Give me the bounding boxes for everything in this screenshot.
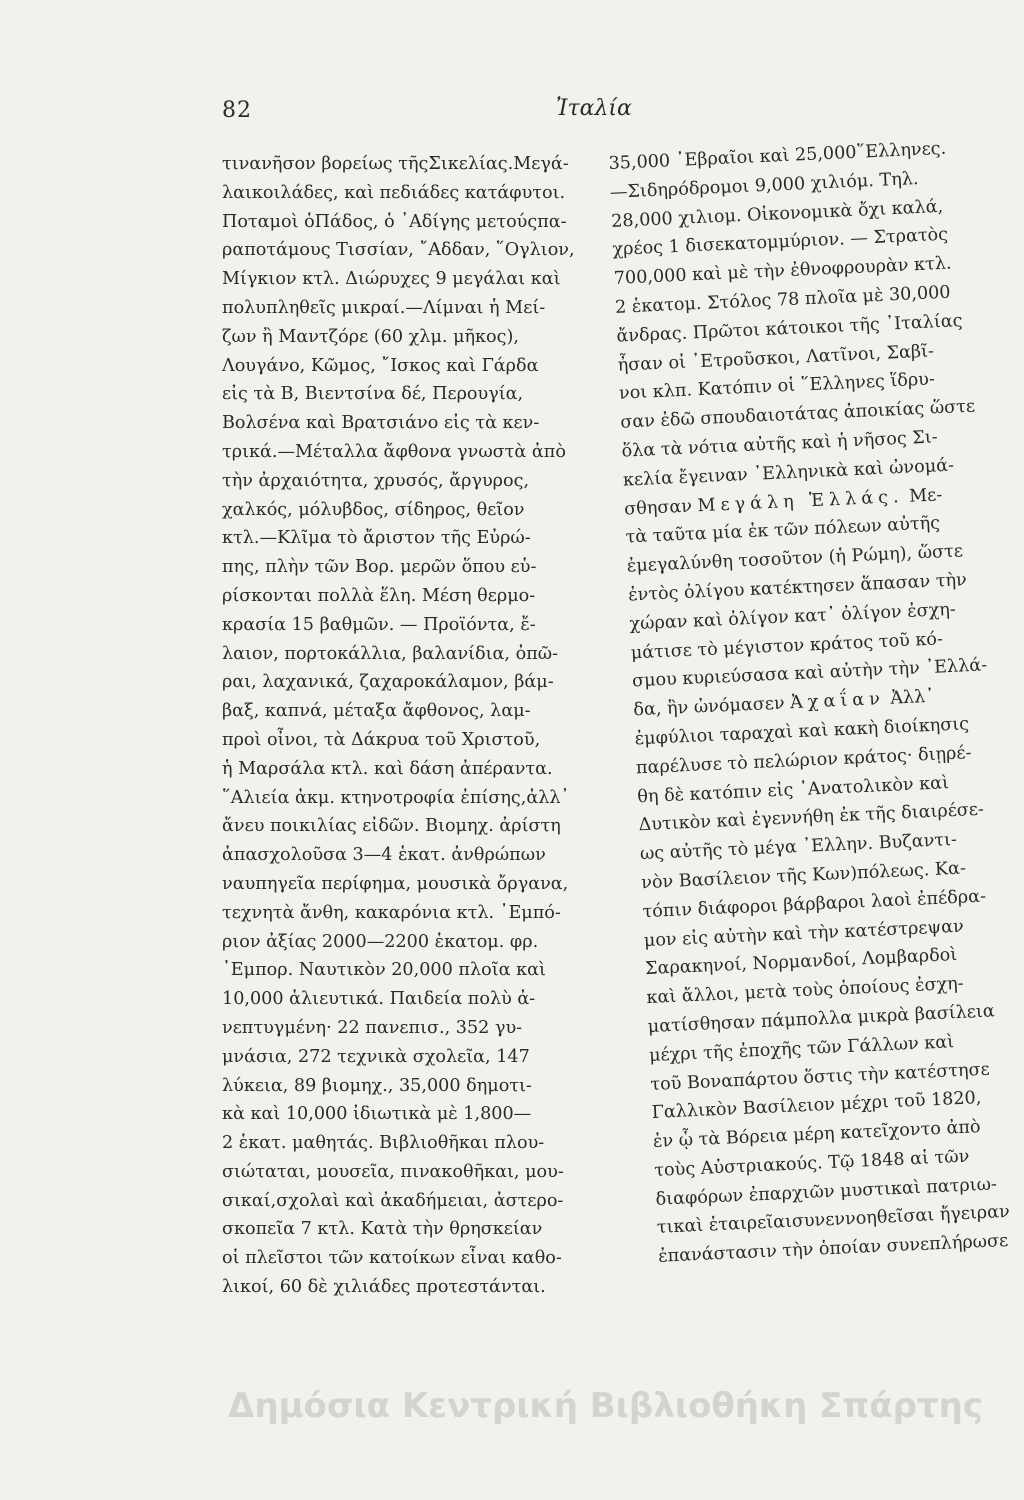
text-line: πολυπληθεῖς μικραί.—Λίμναι ἡ Μεί- [222,297,546,318]
text-line: τεχνητὰ ἄνθη, κακαρόνια κτλ. ᾽Εμπό- [222,902,561,923]
text-line: τικαὶ ἑταιρεῖαισυνεννοηθεῖσαι ἤγειραν [656,1202,1011,1239]
right-text-column [608,134,1019,1272]
text-line: μνάσια, 272 τεχνικὰ σχολεῖα, 147 [222,1046,530,1067]
text-line: καὶ ἄλλοι, μετὰ τοὺς ὁποίους ἐσχη- [646,973,965,1009]
text-line: σικαί,σχολαὶ καὶ ἀκαδήμειαι, ἀστερο- [222,1190,564,1211]
text-line: τὴν ἀρχαιότητα, χρυσός, ἄργυρος, [222,470,530,491]
text-line: ῞Αλιεία ἀκμ. κτηνοτροφία ἐπίσης,ἀλλ᾽ [222,787,570,808]
text-line: ναυπηγεῖα περίφημα, μουσικὰ ὄργανα, [222,873,569,894]
text-line: 700,000 καὶ μὲ τὴν ἐθνοφρουρὰν κτλ. [613,253,952,290]
text-line: ως αὐτῆς τὸ μέγα ᾽Ελλην. Βυζαντι- [639,830,958,865]
text-line: ἐμφύλιοι ταραχαὶ καὶ κακὴ διοίκησις [634,714,970,750]
text-line: κρασία 15 βαθμῶν. — Προϊόντα, ἔ- [222,614,536,635]
text-line: νὸν Βασίλειον τῆς Κων)πόλεως. Κα- [640,858,967,894]
text-line: ᾽Εμπορ. Ναυτικὸν 20,000 πλοῖα καὶ [222,960,546,981]
text-line: χαλκός, μόλυβδος, σίδηρος, θεῖον [222,499,525,520]
text-fragment: δα, ἣν ὠνόμασεν [633,693,786,721]
text-line: 35,000 ᾽Εβραῖοι καὶ 25,000῞Ελληνες. [608,138,947,174]
text-line: θη δὲ κατόπιν εἰς ᾽Ανατολικὸν καὶ [636,772,950,807]
text-line: κὰ καὶ 10,000 ἰδιωτικὰ μὲ 1,800— [222,1104,532,1125]
text-line: λύκεια, 89 βιομηχ., 35,000 δημοτι- [222,1075,532,1096]
text-line: ἐν ᾧ τὰ Βόρεια μέρη κατεῖχοντο ἀπὸ [652,1117,981,1153]
text-line: τοῦ Βοναπάρτου ὅστις τὴν κατέστησε [649,1059,991,1095]
text-line: μάτισε τὸ μέγιστον κράτος τοῦ κό- [630,628,944,664]
spaced-heading: Μεγάλη Ἑλλάς. [697,486,905,516]
text-line: κελία ἔγειναν ᾽Ελληνικὰ καὶ ὠνομά- [622,455,955,491]
text-line: Δυτικὸν καὶ ἐγεννήθη ἐκ τῆς διαιρέσε- [638,799,985,836]
text-line: Σαρακηνοί, Νορμανδοί, Λομβαρδοὶ [644,945,958,980]
text-line: βαξ, καπνά, μέταξα ἄφθονος, λαμ- [222,701,531,722]
text-line: 2 ἑκατ. μαθητάς. Βιβλιοθῆκαι πλου- [222,1133,545,1154]
text-fragment: Ἀλλ᾽ [889,686,935,709]
text-line: ἐπανάστασιν τὴν ὁποίαν συνεπλήρωσε [657,1231,1009,1268]
text-line: ἄνευ ποικιλίας εἰδῶν. Βιομηχ. ἀρίστη [222,816,561,837]
text-line: τόπιν διάφοροι βάρβαροι λαοὶ ἐπέδρα- [642,886,987,922]
text-line: Λουγάνο, Κῶμος, ῎Ισκος καὶ Γάρδα [222,355,539,376]
text-line: εἰς τὰ Β, Βιεντσίνα δέ, Περουγία, [222,384,524,405]
text-line: σαν ἐδῶ σπουδαιοτάτας ἀποικίας ὥστε [619,396,976,433]
text-line: Γαλλικὸν Βασίλειον μέχρι τοῦ 1820, [651,1088,982,1124]
text-line: λαικοιλάδες, καὶ πεδιάδες κατάφυτοι. [222,182,566,203]
text-line: ριον ἀξίας 2000—2200 ἑκατομ. φρ. [222,931,539,952]
text-line: πης, πλὴν τῶν Βορ. μερῶν ὅπου εὑ- [222,557,537,578]
text-line: ὅλα τὰ νότια αὐτῆς καὶ ἡ νῆσος Σι- [621,427,939,462]
text-line: νοι κλπ. Κατόπιν οἱ ῞Ελληνες ἵδρυ- [618,369,936,405]
text-line: τοὺς Αὐστριακούς. Τῷ 1848 αἱ τῶν [653,1146,970,1181]
text-line: ματίσθησαν πάμπολλα μικρὰ βασίλεια [647,1001,996,1037]
text-line: σμου κυριεύσασα καὶ αὐτὴν τὴν ᾽Ελλά- [631,655,988,692]
text-fragment: Με- [908,484,943,507]
text-line: —Σιδηρόδρομοι 9,000 χιλιόμ. Τηλ. [609,168,919,203]
text-line: ζων ἢ Μαντζόρε (60 χλμ. μῆκος), [222,326,519,347]
text-line: τὰ ταῦτα μία ἐκ τῶν πόλεων αὐτῆς [625,513,941,548]
text-line: 10,000 ἁλιευτικά. Παιδεία πολὺ ἀ- [222,989,536,1010]
running-title: Ἰταλία [556,96,632,121]
text-line: ραποτάμους Τισσίαν, ῎Αδδαν, ῞Ογλιον, [222,240,575,261]
library-watermark: Δημόσια Κεντρική Βιβλιοθήκη Σπάρτης [228,1386,983,1426]
text-line: χώραν καὶ ὀλίγον κατ᾽ ὀλίγον ἐσχη- [629,599,957,635]
page-number: 82 [222,98,252,123]
text-line: 28,000 χιλιομ. Οἰκονομικὰ ὄχι καλά, [610,196,944,232]
text-line: ἡ Μαρσάλα κτλ. καὶ δάση ἀπέραντα. [222,758,553,779]
text-line: 2 ἑκατομ. Στόλος 78 πλοῖα μὲ 30,000 [614,282,951,318]
text-line: Βολσένα καὶ Βρατσιάνο εἰς τὰ κεν- [222,413,540,434]
text-line: νεπτυγμένη· 22 πανεπισ., 352 γυ- [222,1017,523,1038]
text-line: κτλ.—Κλῖμα τὸ ἄριστον τῆς Εὐρώ- [222,528,531,549]
text-line: ρίσκονται πολλὰ ἕλη. Μέση θερμο- [222,585,536,606]
text-line: ἀπασχολοῦσα 3—4 ἑκατ. ἀνθρώπων [222,845,546,866]
text-line: ραι, λαχανικά, ζαχαροκάλαμον, βάμ- [222,672,554,693]
text-line: λικοί, 60 δὲ χιλιάδες προτεστάνται. [222,1277,546,1298]
text-line: λαιον, πορτοκάλλια, βαλανίδια, ὀπῶ- [222,643,559,664]
text-line: τρικά.—Μέταλλα ἄφθονα γνωστὰ ἀπὸ [222,441,566,462]
text-line: σκοπεῖα 7 κτλ. Κατὰ τὴν θρησκείαν [222,1219,543,1240]
text-line: χρέος 1 δισεκατομμύριον. — Στρατὸς [612,225,949,261]
text-line: ἐμεγαλύνθη τοσοῦτον (ἡ Ρώμη), ὥστε [626,541,964,577]
text-line: ἦσαν οἱ ᾽Ετροῦσκοι, Λατῖνοι, Σαβῖ- [617,341,935,376]
text-line: διαφόρων ἐπαρχιῶν μυστικαὶ πατριω- [655,1174,998,1210]
spaced-heading: Ἀχαΐαν [789,689,886,714]
text-line: σιώταται, μουσεῖα, πινακοθῆκαι, μου- [222,1161,564,1182]
text-fragment: σθησαν [623,496,693,520]
text-line: Ποταμοὶ ὁΠάδος, ὁ ᾽Αδίγης μετούςπα- [222,211,567,232]
text-line: μον εἰς αὐτὴν καὶ τὴν κατέστρεψαν [643,916,965,951]
text-line: τινανῆσον βορείως τῆςΣικελίας.Μεγά- [222,154,569,174]
text-line: Μίγκιον κτλ. Διώρυχες 9 μεγάλαι καὶ [222,269,561,290]
text-line: προὶ οἶνοι, τὰ Δάκρυα τοῦ Χριστοῦ, [222,729,541,750]
text-line: παρέλυσε τὸ πελώριον κράτος· διῃρέ- [635,742,972,779]
left-text-column [222,150,604,1302]
text-line: ἐντὸς ὀλίγου κατέκτησεν ἅπασαν τὴν [627,570,968,606]
text-line: οἱ πλεῖστοι τῶν κατοίκων εἶναι καθο- [222,1248,562,1269]
text-line: ἄνδρας. Πρῶτοι κάτοικοι τῆς ᾽Ιταλίας [616,310,963,347]
text-line: μέχρι τῆς ἐποχῆς τῶν Γάλλων καὶ [648,1031,955,1066]
